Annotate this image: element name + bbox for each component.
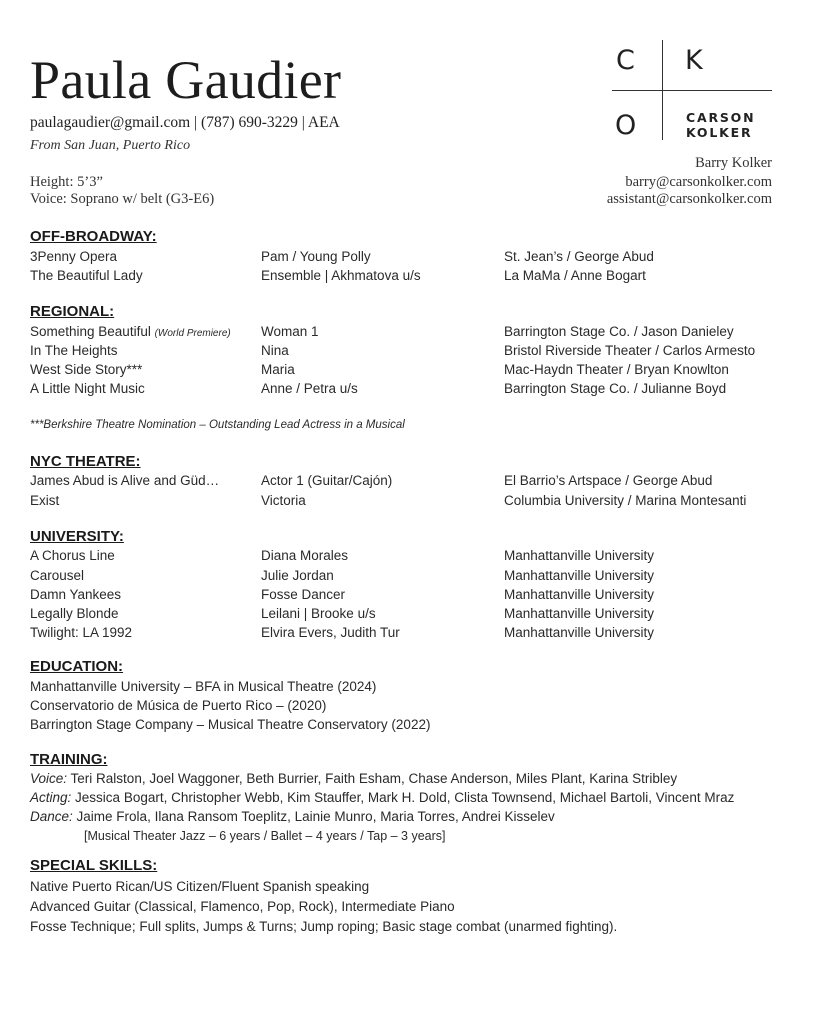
credit-show: 3Penny Opera xyxy=(30,249,118,264)
credit-show: The Beautiful Lady xyxy=(30,268,143,283)
assistant-email: assistant@carsonkolker.com xyxy=(606,191,772,207)
training-acting-label: Acting: xyxy=(30,790,72,805)
section-heading-university: UNIVERSITY: xyxy=(30,528,124,545)
contact-line: paulagaudier@gmail.com | (787) 690-3229 | AEA xyxy=(30,114,340,131)
section-heading-education: EDUCATION: xyxy=(30,658,124,675)
skill-entry: Native Puerto Rican/US Citizen/Fluent Spanish speaking xyxy=(30,879,370,894)
credit-show xyxy=(30,324,231,339)
credit-company: La MaMa / Anne Bogart xyxy=(504,268,646,283)
training-dance-teachers: Jaime Frola, Ilana Ransom Toeplitz, Lainie Munro, Maria Torres, Andrei Kisselev xyxy=(76,809,555,824)
credit-row xyxy=(0,625,819,644)
credit-role: Elvira Evers, Judith Tur xyxy=(261,625,400,640)
credit-show: Carousel xyxy=(30,568,85,583)
logo-letter-k: K xyxy=(685,45,703,76)
credit-role: Ensemble | Akhmatova u/s xyxy=(261,268,421,283)
credit-company: Manhattanville University xyxy=(504,568,655,583)
credit-row xyxy=(0,324,819,343)
hometown: From San Juan, Puerto Rico xyxy=(30,138,191,153)
credit-company: Manhattanville University xyxy=(504,548,655,563)
training-acting xyxy=(30,790,734,805)
logo-horizontal-rule xyxy=(612,90,772,91)
credit-show: In The Heights xyxy=(30,343,118,358)
credit-row xyxy=(0,381,819,400)
training-acting-teachers: Jessica Bogart, Christopher Webb, Kim Stauffer, Mark H. Dold, Clista Townsend, Michael Bartoli, Vincent Mraz xyxy=(75,790,735,805)
training-voice xyxy=(30,771,677,786)
training-dance-label: Dance: xyxy=(30,809,73,824)
skill-entry: Fosse Technique; Full splits, Jumps & Turns; Jump roping; Basic stage combat (unarmed fighting). xyxy=(30,919,618,934)
credit-show: Legally Blonde xyxy=(30,606,119,621)
credit-show: West Side Story*** xyxy=(30,362,143,377)
credit-note: (World Premiere) xyxy=(154,328,231,339)
education-entry: Barrington Stage Company – Musical Theatre Conservatory (2022) xyxy=(30,717,431,732)
credit-company: Manhattanville University xyxy=(504,625,655,640)
credit-role: Julie Jordan xyxy=(261,568,334,583)
credit-show: Damn Yankees xyxy=(30,587,122,602)
voice-type: Voice: Soprano w/ belt (G3-E6) xyxy=(30,191,215,207)
credit-role: Anne / Petra u/s xyxy=(261,381,358,396)
credit-show: Twilight: LA 1992 xyxy=(30,625,133,640)
credit-show: A Chorus Line xyxy=(30,548,115,563)
logo-letter-c: C xyxy=(616,45,635,76)
credit-row xyxy=(0,249,819,268)
section-heading-off-broadway: OFF-BROADWAY: xyxy=(30,228,157,245)
credit-row xyxy=(0,568,819,587)
credit-company: Barrington Stage Co. / Julianne Boyd xyxy=(504,381,727,396)
skill-entry: Advanced Guitar (Classical, Flamenco, Pop, Rock), Intermediate Piano xyxy=(30,899,455,914)
credit-show: A Little Night Music xyxy=(30,381,145,396)
credit-row xyxy=(0,493,819,512)
credit-row xyxy=(0,587,819,606)
section-heading-nyc-theatre: NYC THEATRE: xyxy=(30,453,141,470)
credit-show: Exist xyxy=(30,493,60,508)
credit-company: St. Jean’s / George Abud xyxy=(504,249,654,264)
credit-role: Victoria xyxy=(261,493,306,508)
education-entry: Manhattanville University – BFA in Musical Theatre (2024) xyxy=(30,679,377,694)
credit-company: El Barrio’s Artspace / George Abud xyxy=(504,473,713,488)
credit-role: Fosse Dancer xyxy=(261,587,346,602)
credit-company: Bristol Riverside Theater / Carlos Armesto xyxy=(504,343,756,358)
credit-show: James Abud is Alive and Güd… xyxy=(30,473,220,488)
credit-row xyxy=(0,343,819,362)
credit-role: Pam / Young Polly xyxy=(261,249,371,264)
credit-role: Diana Morales xyxy=(261,548,349,563)
credit-company: Manhattanville University xyxy=(504,587,655,602)
agency-logo xyxy=(612,40,772,140)
credit-row xyxy=(0,548,819,567)
logo-word-kolker: KOLKER xyxy=(686,125,753,140)
credit-role: Nina xyxy=(261,343,289,358)
training-dance-detail: [Musical Theater Jazz – 6 years / Ballet – 4 years / Tap – 3 years] xyxy=(84,829,446,843)
logo-letter-o: O xyxy=(615,110,637,141)
agent-name: Barry Kolker xyxy=(695,155,772,171)
credit-role: Leilani | Brooke u/s xyxy=(261,606,376,621)
section-heading-training: TRAINING: xyxy=(30,751,108,768)
credit-role: Woman 1 xyxy=(261,324,319,339)
height: Height: 5’3” xyxy=(30,174,103,190)
credit-row xyxy=(0,362,819,381)
credit-row xyxy=(0,268,819,287)
agent-email: barry@carsonkolker.com xyxy=(625,174,772,190)
education-entry: Conservatorio de Música de Puerto Rico – (2020) xyxy=(30,698,327,713)
section-heading-regional: REGIONAL: xyxy=(30,303,115,320)
credit-row xyxy=(0,473,819,492)
section-heading-special-skills: SPECIAL SKILLS: xyxy=(30,857,158,874)
training-dance xyxy=(30,809,555,824)
training-voice-label: Voice: xyxy=(30,771,68,786)
credit-company: Columbia University / Marina Montesanti xyxy=(504,493,747,508)
logo-word-carson: CARSON xyxy=(686,110,756,125)
credit-row xyxy=(0,606,819,625)
credit-role: Maria xyxy=(261,362,295,377)
credit-company: Barrington Stage Co. / Jason Danieley xyxy=(504,324,734,339)
nomination-footnote: ***Berkshire Theatre Nomination – Outstanding Lead Actress in a Musical xyxy=(30,419,405,431)
training-voice-teachers: Teri Ralston, Joel Waggoner, Beth Burrier, Faith Esham, Chase Anderson, Miles Plant, Karina Stribley xyxy=(70,771,678,786)
credit-role: Actor 1 (Guitar/Cajón) xyxy=(261,473,393,488)
credit-company: Manhattanville University xyxy=(504,606,655,621)
credit-company: Mac-Haydn Theater / Bryan Knowlton xyxy=(504,362,729,377)
credit-show-title: Something Beautiful xyxy=(30,324,151,339)
performer-name: Paula Gaudier xyxy=(30,50,342,110)
